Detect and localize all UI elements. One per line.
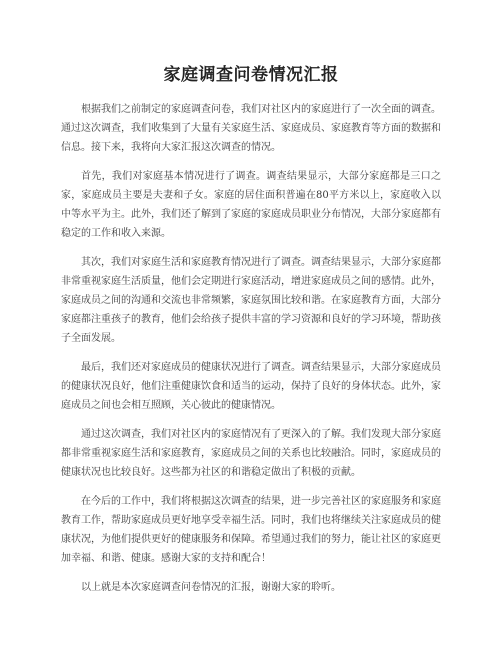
paragraph-findings: 通过这次调查，我们对社区内的家庭情况有了更深入的了解。我们发现大部分家庭都非常重视家庭生活和家庭教育，家庭成员之间的关系也比较融洽。同时，家庭成员的健康状况也比较良好。这些都为社区的和谐稳定做出了积极的贡献。	[61, 429, 441, 478]
paragraph-closing: 以上就是本次家庭调查问卷情况的汇报，谢谢大家的聆听。	[81, 582, 341, 593]
paragraph-health: 最后，我们还对家庭成员的健康状况进行了调查。调查结果显示，大部分家庭成员的健康状况良好，他们注重健康饮食和适当的运动，保持了良好的身体状态。此外，家庭成员之间也会相互照顾，关心彼此的健康情况。	[61, 362, 441, 411]
paragraph-basic-info: 首先，我们对家庭基本情况进行了调查。调查结果显示，大部分家庭都是三口之家，家庭成员主要是夫妻和子女。家庭的居住面积普遍在80平方米以上，家庭收入以中等水平为主。此外，我们还了解到了家庭的家庭成员职业分布情况，大部分家庭都有稳定的工作和收入来源。	[61, 171, 441, 239]
document-body	[61, 100, 441, 607]
document-title: 家庭调查问卷情况汇报	[163, 65, 339, 85]
paragraph-future-work: 在今后的工作中，我们将根据这次调查的结果，进一步完善社区的家庭服务和家庭教育工作，帮助家庭成员更好地享受幸福生活。同时，我们也将继续关注家庭成员的健康状况，为他们提供更好的健康服务和保障。希望通过我们的努力，能让社区的家庭更加幸福、和谐、健康。感谢大家的支持和配合！	[61, 496, 441, 564]
paragraph-life-education: 其次，我们对家庭生活和家庭教育情况进行了调查。调查结果显示，大部分家庭都非常重视家庭生活质量，他们会定期进行家庭活动，增进家庭成员之间的感情。此外，家庭成员之间的沟通和交流也非常频繁，家庭氛围比较和谐。在家庭教育方面，大部分家庭都注重孩子的教育，他们会给孩子提供丰富的学习资源和良好的学习环境，帮助孩子全面发展。	[61, 257, 441, 344]
paragraph-intro: 根据我们之前制定的家庭调查问卷，我们对社区内的家庭进行了一次全面的调查。通过这次调查，我们收集到了大量有关家庭生活、家庭成员、家庭教育等方面的数据和信息。接下来，我将向大家汇报这次调查的情况。	[61, 104, 441, 153]
